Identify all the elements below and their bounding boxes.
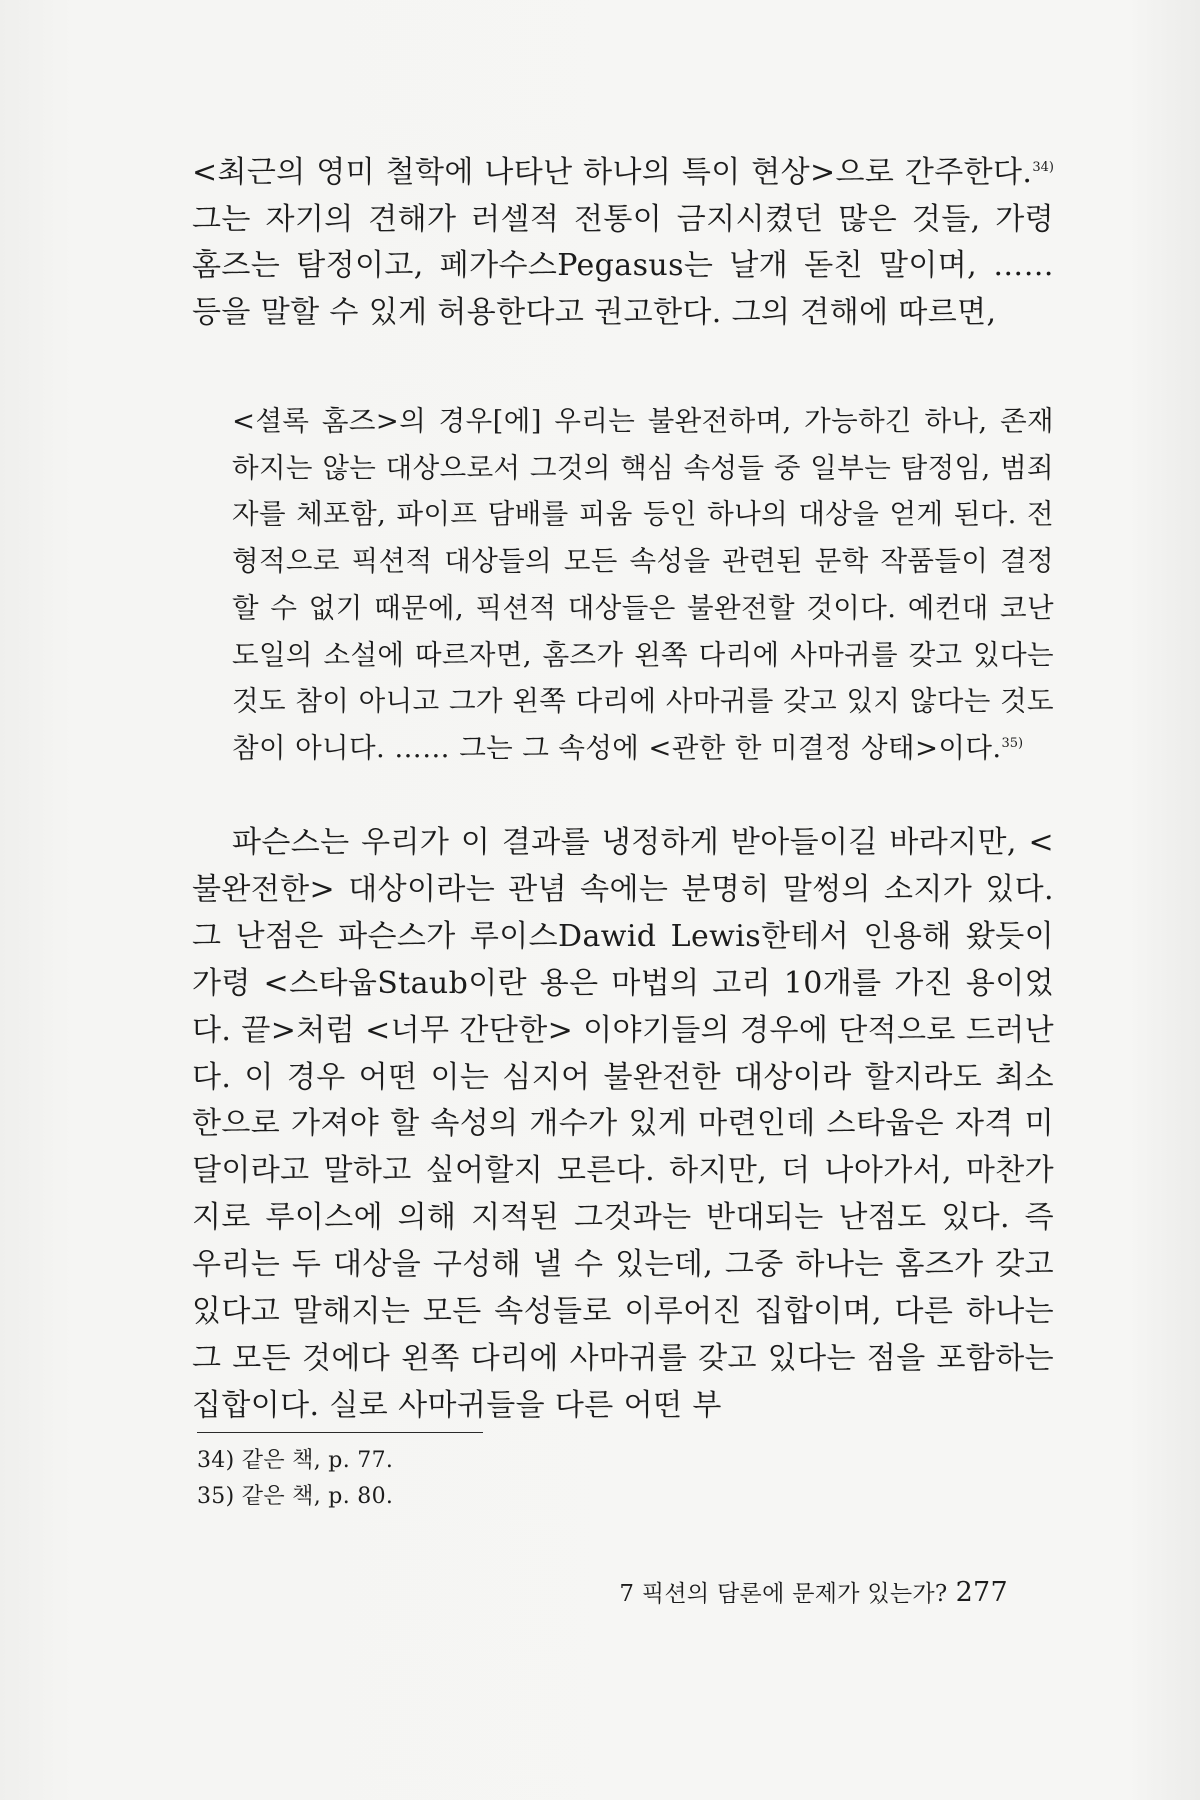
block-quote-text: <셜록 홈즈>의 경우[에] 우리는 불완전하며, 가능하긴 하나, 존재하지는 않는 대상으로서 그것의 핵심 속성들 중 일부는 탐정임, 범죄자를 체포함, 파이프 담배를 피움 등인 하나의 대상을 얻게 된다. 전형적으로 픽션적 대상들의 모든 속성을 관련된 문학 작품들이 결정할 수 없기 때문에, 픽션적 대상들은 불완전할 것이다. 예컨대 코난 도일의 소설에 따르자면, 홈즈가 왼쪽 다리에 사마귀를 갖고 있다는 것도 참이 아니고 그가 왼쪽 다리에 사마귀를 갖고 있지 않다는 것도 참이 아니다. …… 그는 그 속성에 <관한 한 미결정 상태>이다. (232, 405, 1054, 764)
footnote-34: 34) 같은 책, p. 77. (197, 1448, 394, 1473)
footnote-mark-35: 35) (1001, 735, 1024, 751)
intro-text-before-note: <최근의 영미 철학에 나타난 하나의 특이 현상>으로 간주한다. (192, 155, 1033, 190)
footnote-mark-34: 34) (1032, 160, 1054, 175)
chapter-title: 7 픽션의 담론에 문제가 있는가? (619, 1581, 948, 1607)
footnote-35: 35) 같은 책, p. 80. (197, 1484, 394, 1509)
page-number: 277 (955, 1577, 1008, 1608)
footnotes (197, 1443, 393, 1515)
main-paragraph (192, 820, 1054, 1430)
intro-paragraph (192, 150, 1054, 336)
running-footer (619, 1575, 1008, 1608)
intro-text-after-note: 그는 자기의 견해가 러셀적 전통이 금지시켰던 많은 것들, 가령 홈즈는 탐정이고, 페가수스Pegasus는 날개 돋친 말이며, …… 등을 말할 수 있게 허용한다고 권고한다. 그의 견해에 따르면, (192, 201, 1054, 330)
main-paragraph-text: 파슨스는 우리가 이 결과를 냉정하게 받아들이길 바라지만, <불완전한> 대상이라는 관념 속에는 분명히 말썽의 소지가 있다. 그 난점은 파슨스가 루이스Dawid Lewis한테서 인용해 왔듯이 가령 <스타웁Staub이란 용은 마법의 고리 10개를 가진 용이었다. 끝>처럼 <너무 간단한> 이야기들의 경우에 단적으로 드러난다. 이 경우 어떤 이는 심지어 불완전한 대상이라 할지라도 최소한으로 가져야 할 속성의 개수가 있게 마련인데 스타웁은 자격 미달이라고 말하고 싶어할지 모른다. 하지만, 더 나아가서, 마찬가지로 루이스에 의해 지적된 그것과는 반대되는 난점도 있다. 즉 우리는 두 대상을 구성해 낼 수 있는데, 그중 하나는 홈즈가 갖고 있다고 말해지는 모든 속성들로 이루어진 집합이며, 다른 하나는 그 모든 것에다 왼쪽 다리에 사마귀를 갖고 있다는 점을 포함하는 집합이다. 실로 사마귀들을 다른 어떤 부 (192, 825, 1054, 1423)
footnote-divider (197, 1432, 483, 1433)
block-quote (232, 398, 1054, 772)
